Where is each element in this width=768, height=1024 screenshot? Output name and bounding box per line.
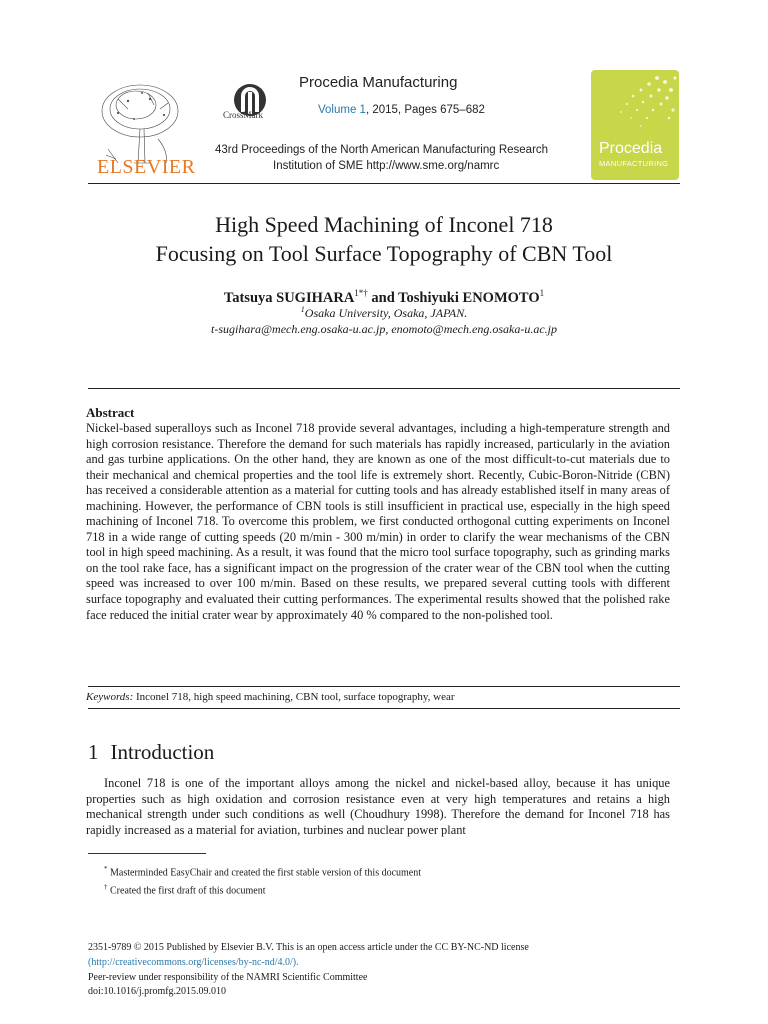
- section-number: 1: [88, 740, 99, 764]
- abstract-body: Nickel-based superalloys such as Inconel 718 provide several advantages, including a high-temperature strength and high corrosion resistance. Therefore the demand for such materials has rapidly increased, particularly in the aviation and gas turbine applications. On the other hand, they are known as one of the most difficult-to-cut materials due to their mechanical and chemical properties and the tool life is extremely short. Recently, Cubic-Boron-Nitride (CBN) has received a considerable attention as a material for cutting tools and has already established itself in many areas of machining. However, the performance of CBN tools is still insufficient in practical use, especially in the high speed machining of Inconel 718. To overcome this problem, we first conducted orthogonal cutting experiments on Inconel 718 in a wide range of cutting speeds (20 m/min - 300 m/min) in order to clarify the wear mechanisms of the CBN tool in high speed machining. As a result, it was found that the micro tool surface topography, such as grinding marks on the tool rake face, has a significant impact on the progression of the crater wear of the CBN tool when the cutting speed was increased to over 100 m/min. Based on these results, we prepared several cutting tools with different surface topography and evaluated their cutting performances. The experimental results showed that the polished rake face reduced the initial crater wear by approximately 40 % compared to the non-polished tool.: [86, 421, 670, 622]
- author-1: Tatsuya SUGIHARA: [223, 289, 355, 306]
- footnote: [104, 880, 421, 898]
- footnote-divider: [88, 853, 206, 854]
- footnote-text: Masterminded EasyChair and created the first stable version of this document: [110, 867, 422, 879]
- footnotes: [104, 862, 421, 899]
- badge-subtitle: MANUFACTURING: [599, 159, 669, 168]
- dot-pattern-icon: [591, 70, 679, 140]
- publisher-wordmark: ELSEVIER: [97, 156, 196, 178]
- section-heading: [88, 740, 214, 765]
- footnote-mark: †: [104, 883, 108, 892]
- abstract-divider: [88, 388, 680, 389]
- author-conjunction: and: [367, 289, 399, 306]
- copyright-block: [88, 941, 529, 1000]
- author-2: Toshiyuki ENOMOTO: [398, 289, 540, 306]
- affiliation-text: Osaka University, Osaka, JAPAN.: [304, 306, 468, 320]
- keywords-bottom-rule: [88, 708, 680, 709]
- proceedings-line-2: Institution of SME http://www.sme.org/namrc: [273, 160, 500, 172]
- section-title: Introduction: [110, 740, 215, 764]
- paper-title-line-1: High Speed Machining of Inconel 718: [215, 212, 553, 237]
- footnote: [104, 862, 421, 880]
- journal-name[interactable]: Procedia Manufacturing: [299, 74, 458, 91]
- author-1-sup: 1*†: [354, 288, 368, 298]
- doi-line[interactable]: doi:10.1016/j.promfg.2015.09.010: [88, 986, 227, 998]
- keywords-line: [86, 691, 678, 703]
- header-divider: [88, 183, 680, 184]
- crossmark-icon[interactable]: [226, 76, 274, 128]
- volume-details: , 2015, Pages 675–682: [365, 104, 485, 116]
- affiliation: [88, 305, 680, 321]
- author-line: [88, 288, 680, 307]
- abstract-heading: Abstract: [86, 405, 135, 420]
- keywords-label: Keywords:: [86, 691, 134, 703]
- author-emails[interactable]: t-sugihara@mech.eng.osaka-u.ac.jp, enomoto@mech.eng.osaka-u.ac.jp: [210, 322, 557, 336]
- license-link[interactable]: (http://creativecommons.org/licenses/by-nc-nd/4.0/).: [88, 956, 299, 968]
- footnote-text: Created the first draft of this document: [110, 885, 266, 897]
- introduction-paragraph: Inconel 718 is one of the important alloys among the nickel and nickel-based alloy, because it has unique properties such as high oxidation and corrosion resistance even at very high temperatures and retains a high mechanical strength under such conditions as well (Choudhury 1998). Therefore the demand for Inconel 718 has rapidly increased as a material for aviation, turbines and nuclear power plant: [86, 776, 670, 837]
- crossmark-label: CrossMark: [223, 110, 263, 120]
- procedia-badge: [591, 70, 679, 180]
- copyright-line: 2351-9789 © 2015 Published by Elsevier B.V. This is an open access article under the CC BY-NC-ND license: [88, 942, 529, 953]
- keywords-top-rule: [88, 686, 680, 687]
- footnote-mark: *: [104, 865, 108, 873]
- affiliation-sup: 1: [300, 305, 305, 314]
- journal-header: [88, 68, 680, 180]
- proceedings-line-1: 43rd Proceedings of the North American Manufacturing Research: [215, 144, 549, 156]
- badge-brand: Procedia: [599, 140, 663, 157]
- author-2-sup: 1: [539, 288, 545, 298]
- volume-line: [318, 104, 485, 116]
- paper-title-line-2: Focusing on Tool Surface Topography of CBN Tool: [155, 241, 613, 266]
- volume-link[interactable]: Volume 1: [318, 104, 366, 116]
- keywords-text: Inconel 718, high speed machining, CBN tool, surface topography, wear: [133, 691, 455, 703]
- peer-review-line: Peer-review under responsibility of the NAMRI Scientific Committee: [88, 971, 368, 983]
